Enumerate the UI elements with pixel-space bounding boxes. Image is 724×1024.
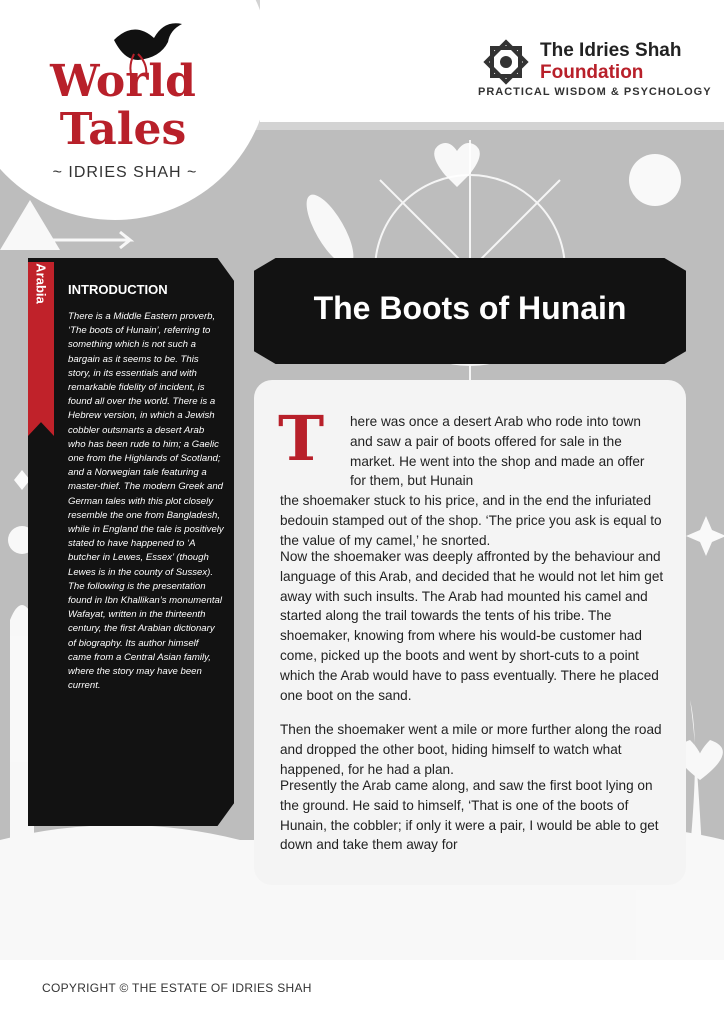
series-title-line1: World (50, 56, 196, 107)
introduction-text: There is a Middle Eastern proverb, ‘The boots of Hunain’, referring to something which is not such a bargain as it seems to be. This story, in its essentials and with remarkable fidelity of incident, is found all over the world. There is a Hebrew version, in which a Jewish cobbler outsmarts a desert Arab who has been rude to him; a Gaelic one from the Highlands of Scotland; and a Norwegian tale featuring a master-thief. The modern Greek and German tales with this plot closely resemble the one from Bangladesh, while in England the tale is positively stated to have happened to ‘A butcher in Lewes, Essex’ (though Lewes is in the county of Sussex). The following is the presentation found in Ibn Khallikan’s monumental Wafayat, written in the thirteenth century, the first Arabian dictionary of biography. Its author himself came from a Central Asian family, where the story may have been current. (68, 311, 224, 692)
story-paragraph-1-start: here was once a desert Arab who rode into town and saw a pair of boots offered for sale in the market. He went into the shop and made an offer for them, but Hunain (350, 414, 645, 489)
story-paragraph-1-rest: the shoemaker stuck to his price, and in the end the infuriated bedouin stamped out of the shop. ‘The price you ask is equal to the value of my camel,’ he snorted. (280, 493, 662, 548)
region-label: Arabia (33, 263, 49, 304)
copyright-notice: COPYRIGHT © THE ESTATE OF IDRIES SHAH (42, 981, 312, 995)
foundation-name-line1: The Idries Shah (540, 40, 682, 61)
story-title: The Boots of Hunain (313, 290, 627, 326)
foundation-name-line2: Foundation (540, 62, 644, 83)
story-paragraph-2: Now the shoemaker was deeply affronted by the behaviour and language of this Arab, and decided that he would not let him get away with such insults. The Arab had mounted his camel and started along the trail towards the tents of his tribe. The shoemaker, knowing from where his would-be customer had come, picked up the boots and went by short-cuts to a point which the Arab would have to pass eventually. There he placed one boot on the sand. (280, 549, 664, 703)
foundation-tagline: PRACTICAL WISDOM & PSYCHOLOGY (478, 86, 712, 98)
story-paragraph-3: Then the shoemaker went a mile or more further along the road and dropped the other boot, hiding himself to watch what happened, for he had a plan. (280, 722, 662, 777)
introduction-heading: INTRODUCTION (68, 282, 168, 297)
series-title-line2: Tales (59, 104, 187, 155)
foundation-logo-icon (480, 36, 532, 88)
drop-cap: T (278, 402, 325, 475)
foundation-name (540, 40, 681, 84)
story-paragraph-4: Presently the Arab came along, and saw the first boot lying on the ground. He said to himself, ‘That is one of the boots of Hunain, the cobbler; if only it were a pair, I would be able to get down and take them away for (280, 778, 659, 853)
series-title (28, 58, 218, 154)
series-subtitle: ~ IDRIES SHAH ~ (52, 164, 198, 181)
